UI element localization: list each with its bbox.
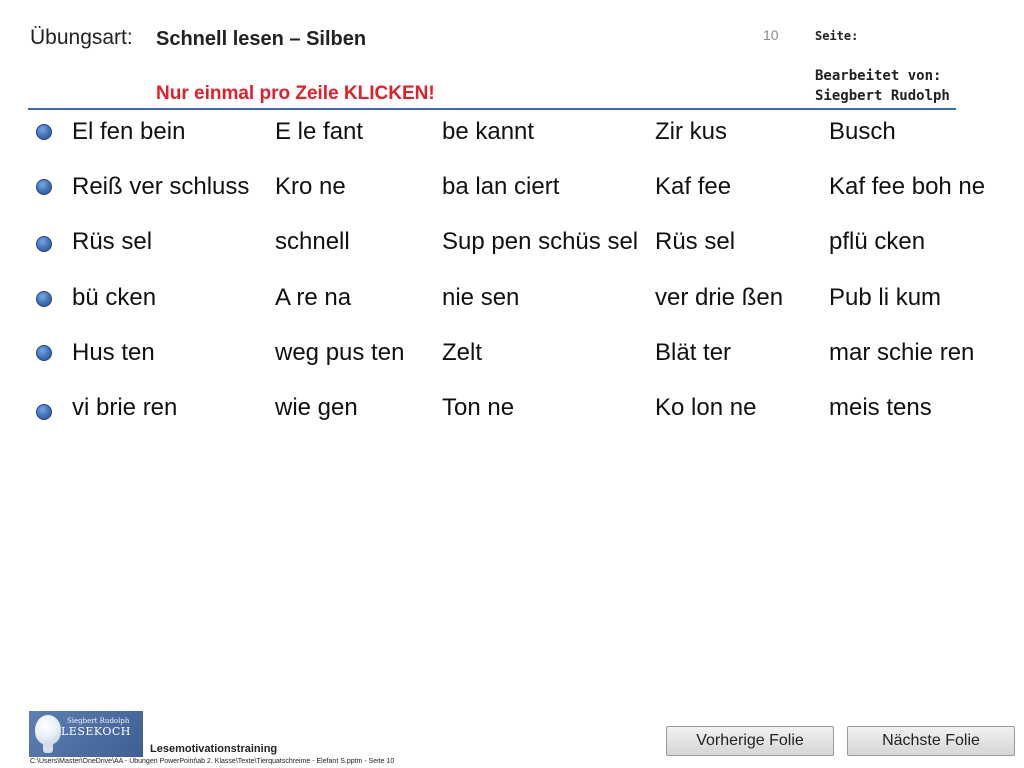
word-cell: Ton ne <box>442 393 515 421</box>
row-click-dot[interactable] <box>36 124 52 140</box>
word-cell: E le fant <box>275 118 364 145</box>
word-cell: Rüs sel <box>655 228 736 256</box>
word-cell: pflü cken <box>829 228 926 256</box>
word-row <box>0 116 1024 171</box>
word-cell: Busch <box>829 118 896 145</box>
instruction-text: Nur einmal pro Zeile KLICKEN! <box>156 83 435 104</box>
word-cell: Kro ne <box>275 173 346 201</box>
word-row <box>0 392 1024 447</box>
word-cell: Zelt <box>442 338 483 366</box>
previous-slide-button[interactable]: Vorherige Folie <box>666 726 834 756</box>
word-row <box>0 282 1024 337</box>
row-click-dot[interactable] <box>36 404 52 420</box>
word-cell: mar schie ren <box>829 338 975 366</box>
footer-label: Lesemotivationstraining <box>150 743 278 755</box>
word-cell: schnell <box>275 228 350 256</box>
word-cell: Sup pen schüs sel <box>442 228 639 256</box>
word-cell: Rüs sel <box>72 228 153 256</box>
word-cell: meis tens <box>829 393 932 421</box>
lesekoch-logo <box>29 711 143 757</box>
logo-author: Siegbert Rudolph <box>67 717 130 725</box>
word-row <box>0 171 1024 226</box>
word-cell: nie sen <box>442 283 520 311</box>
next-slide-button[interactable]: Nächste Folie <box>847 726 1015 756</box>
word-cell: Ko lon ne <box>655 393 757 421</box>
row-click-dot[interactable] <box>36 236 52 252</box>
lightbulb-icon <box>35 715 61 745</box>
page-label: Seite: <box>815 29 859 43</box>
word-cell: bü cken <box>72 283 157 311</box>
row-click-dot[interactable] <box>36 179 52 195</box>
footer-file-path: C:\Users\Master\OneDrive\AA - Übungen PowerPoint\ab 2. Klasse\Texte\Tierquatschreime - Elefant S.pptm - Seite 10 <box>30 758 395 765</box>
row-click-dot[interactable] <box>36 345 52 361</box>
word-cell: El fen bein <box>72 118 186 145</box>
word-cell: vi brie ren <box>72 393 178 421</box>
author-name: Siegbert Rudolph <box>815 88 950 104</box>
word-cell: Kaf fee boh ne <box>829 173 986 201</box>
edited-by-block <box>815 66 950 106</box>
word-cell: Kaf fee <box>655 173 732 201</box>
word-row <box>0 337 1024 392</box>
logo-wordmark: LESEKOCH <box>61 725 131 738</box>
word-cell: Hus ten <box>72 338 155 366</box>
edited-by-label: Bearbeitet von: <box>815 68 942 84</box>
syllable-grid <box>0 116 1024 447</box>
exercise-label: Übungsart: <box>30 26 133 49</box>
word-cell: be kannt <box>442 118 535 145</box>
word-cell: Reiß ver schluss <box>72 173 250 201</box>
word-cell: A re na <box>275 283 352 311</box>
word-cell: ba lan ciert <box>442 173 560 201</box>
word-cell: wie gen <box>275 393 358 421</box>
word-cell: Pub li kum <box>829 283 942 311</box>
row-click-dot[interactable] <box>36 291 52 307</box>
word-cell: Zir kus <box>655 118 727 145</box>
word-row <box>0 226 1024 281</box>
header-divider <box>28 108 956 110</box>
word-cell: ver drie ßen <box>655 283 784 311</box>
exercise-title: Schnell lesen – Silben <box>156 28 367 50</box>
word-cell: Blät ter <box>655 338 732 366</box>
word-cell: weg pus ten <box>275 338 405 366</box>
page-number: 10 <box>763 27 779 43</box>
